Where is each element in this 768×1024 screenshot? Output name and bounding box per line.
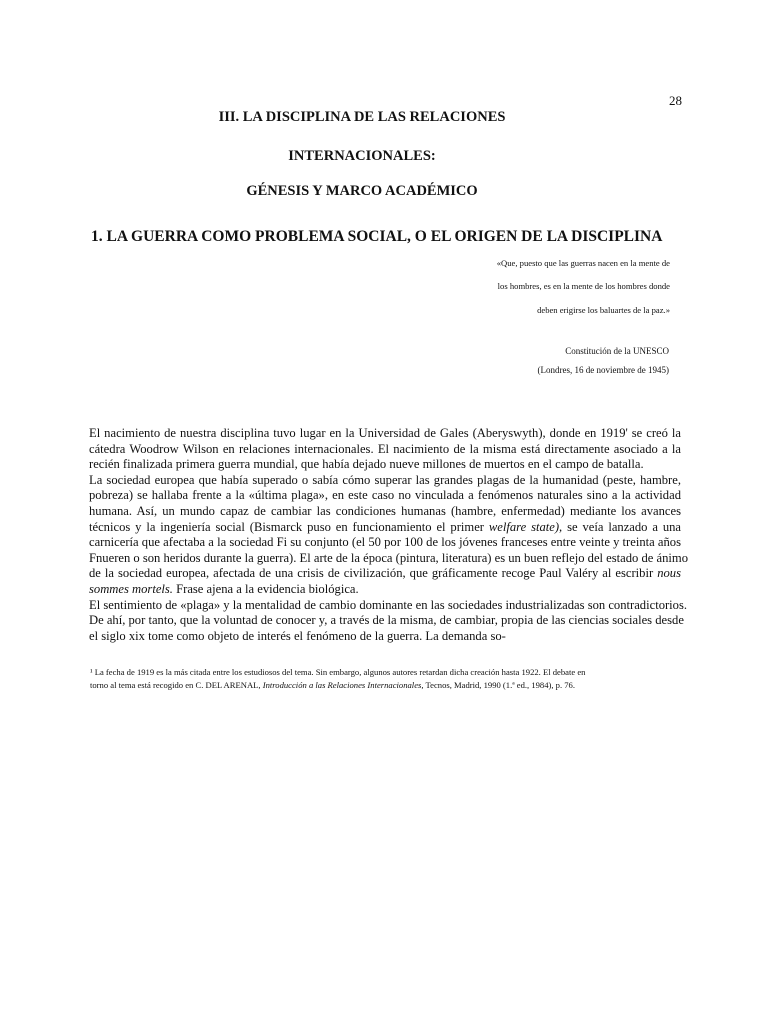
body-line: recién finalizada primera guerra mundial, que había dejado nueve millones de muertos en el campo de batalla. bbox=[89, 457, 644, 472]
body-text-run: Frase ajena a la evidencia biológica. bbox=[172, 581, 359, 596]
body-line: el siglo xix tome como objeto de interés el fenómeno de la guerra. La demanda so- bbox=[89, 628, 506, 643]
body-line bbox=[89, 582, 681, 598]
footnote-text-run: torno al tema está recogido en C. DEL ARENAL, bbox=[90, 679, 263, 690]
footnote-line-1: ¹ La fecha de 1919 es la más citada entre los estudiosos del tema. Sin embargo, algunos autores retardan dicha creación hasta 1922. El debate en bbox=[90, 667, 586, 677]
body-line: cátedra Woodrow Wilson en relaciones internacionales. El nacimiento de la misma está directamente asociado a la bbox=[89, 441, 681, 456]
chapter-title-line-2: INTERNACIONALES: bbox=[288, 148, 436, 164]
body-line: Fnueren o son heridos durante la guerra). El arte de la época (pintura, literatura) es un buen reflejo del estado de ánimo bbox=[89, 550, 689, 565]
body-italic-run: welfare state), bbox=[488, 519, 563, 534]
body-line: El sentimiento de «plaga» y la mentalidad de cambio dominante en las sociedades industrializadas son contradictorios. bbox=[89, 597, 688, 612]
epigraph-source-line-1: Constitución de la UNESCO bbox=[565, 346, 669, 356]
epigraph-source-line-2: (Londres, 16 de noviembre de 1945) bbox=[537, 365, 669, 375]
body-line: humana. Así, un mundo capaz de cambiar las condiciones humanas (hambre, enfermedad) mediante los avances bbox=[89, 503, 681, 518]
page-number: 28 bbox=[669, 93, 682, 108]
body-line bbox=[89, 566, 681, 582]
chapter-title-line-1: III. LA DISCIPLINA DE LAS RELACIONES bbox=[218, 109, 506, 125]
footnote-italic-run: Introducción a las Relaciones Internacionales, bbox=[262, 679, 424, 690]
footnote bbox=[90, 666, 680, 691]
body-text-run: técnicos y la ingeniería social (Bismarck puso en funcionamiento el primer bbox=[89, 519, 489, 534]
epigraph-line-3: deben erigirse los baluartes de la paz.» bbox=[537, 305, 670, 315]
body-line: pobreza) se hallaba frente a la «última plaga», en este caso no vinculada a fenómenos naturales sino a la actividad bbox=[89, 488, 681, 503]
epigraph-line-1: «Que, puesto que las guerras nacen en la mente de bbox=[496, 258, 670, 268]
body-italic-run: sommes mortels. bbox=[89, 581, 173, 596]
body-text bbox=[89, 426, 689, 644]
body-italic-run: nous bbox=[657, 566, 681, 581]
body-line: De ahí, por tanto, que la voluntad de conocer y, a través de la misma, de cambiar, propia de las ciencias sociales desde bbox=[89, 613, 684, 628]
body-text-run: de la sociedad europea, afectada de una crisis de civilización, que gráficamente recoge Paul Valéry al escribir bbox=[89, 566, 658, 581]
body-line: El nacimiento de nuestra disciplina tuvo lugar en la Universidad de Gales (Aberyswyth), donde en 1919' se creó la bbox=[89, 426, 681, 440]
epigraph-line-2: los hombres, es en la mente de los hombres donde bbox=[497, 281, 670, 291]
section-heading: 1. LA GUERRA COMO PROBLEMA SOCIAL, O EL ORIGEN DE LA DISCIPLINA bbox=[91, 228, 663, 245]
body-text-run: se veía lanzado a una bbox=[562, 519, 682, 534]
body-line: La sociedad europea que había superado o sabía cómo superar las grandes plagas de la humanidad (peste, hambre, bbox=[89, 472, 681, 487]
body-line: carnicería que afectaba a la sociedad Fi su conjunto (el 50 por 100 de los jóvenes franceses entre veinte y treinta años bbox=[89, 535, 681, 550]
footnote-text-run: Tecnos, Madrid, 1990 (1.ª ed., 1984), p. 76. bbox=[423, 679, 576, 690]
chapter-title-line-3: GÉNESIS Y MARCO ACADÉMICO bbox=[246, 183, 478, 199]
footnote-line-2 bbox=[90, 679, 680, 692]
body-line bbox=[89, 520, 681, 536]
